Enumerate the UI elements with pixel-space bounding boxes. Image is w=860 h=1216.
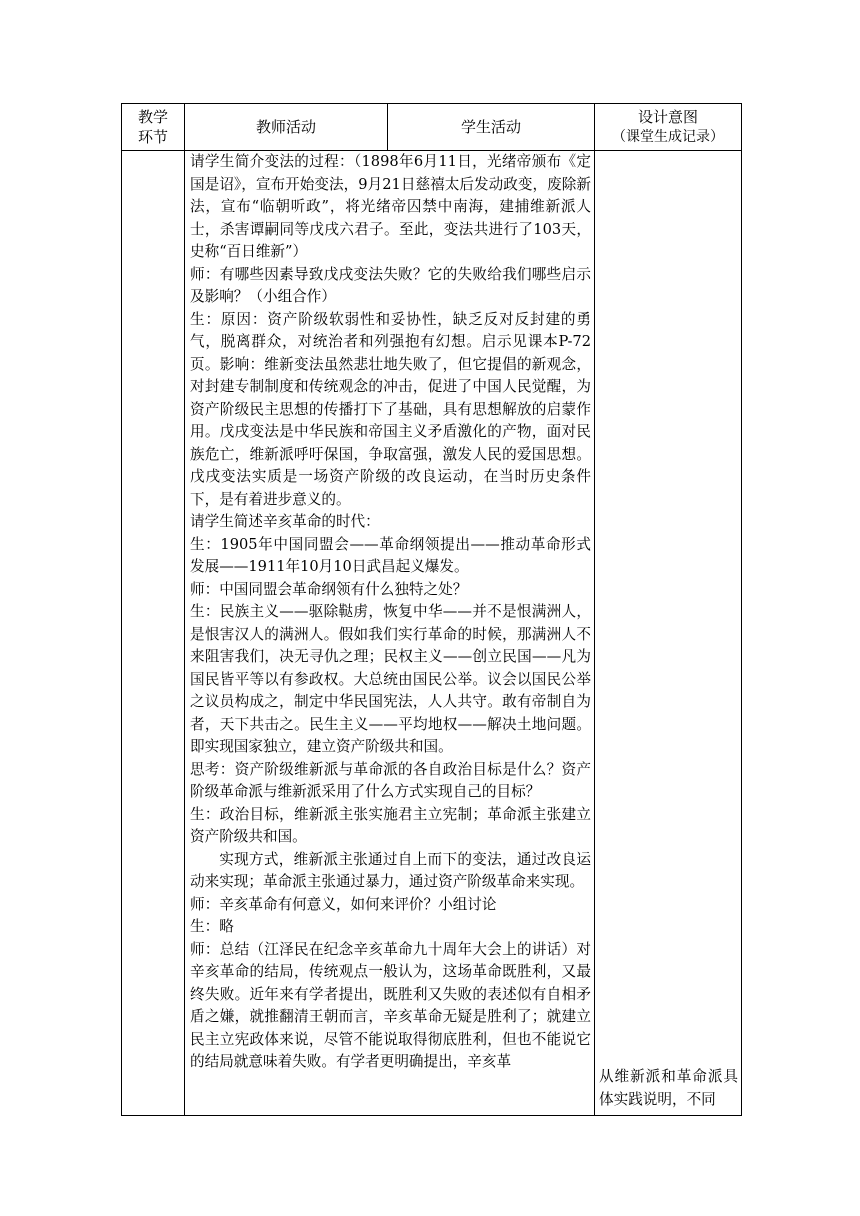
teacher-paragraph: 生：民族主义——驱除鞑虏，恢复中华——并不是恨满洲人，是恨害汉人的满洲人。假如我们实行革命的时候，那满洲人不来阻害我们，决无寻仇之理；民权主义——创立民国——凡为国民皆平等以有参政权。大总统由国民公举。议会以国民公举之议员构成之，制定中华民国宪法，人人共守。敢有帝制自为者，天下共击之。民生主义——平均地权——解决土地问题。即实现国家独立，建立资产阶级共和国。 (190, 603, 591, 755)
header-design-subtitle: （课堂生成记录） (612, 129, 724, 145)
stage-body-cell (122, 151, 185, 1116)
teacher-paragraph: 生：1905年中国同盟会——革命纲领提出——推动革命形式发展——1911年10月10日武昌起义爆发。 (190, 535, 591, 575)
header-design (595, 104, 742, 151)
header-stage-text: 教学环节 (137, 108, 168, 146)
teacher-paragraph: 师：总结（江泽民在纪念辛亥革命九十周年大会上的讲话）对辛亥革命的结局，传统观点一般认为，这场革命既胜利，又最终失败。近年来有学者提出，既胜利又失败的表述似有自相矛盾之嫌，就推翻清王朝而言，辛亥革命无疑是胜利了；就建立民主立宪政体来说，尽管不能说取得彻底胜利，但也不能说它的结局就意味着失败。有学者更明确提出，辛亥革 (190, 940, 591, 1070)
teacher-paragraph: 师：中国同盟会革命纲领有什么独特之处？ (190, 580, 468, 598)
teacher-paragraph: 生：政治目标，维新派主张实施君主立宪制；革命派主张建立资产阶级共和国。 (190, 805, 591, 845)
header-student: 学生活动 (388, 104, 595, 151)
teacher-paragraph: 生：略 (190, 918, 234, 935)
teacher-paragraph: 师：有哪些因素导致戊戌变法失败？它的失败给我们哪些启示及影响？（小组合作） (190, 265, 591, 305)
header-stage (122, 104, 185, 151)
design-intent-cell (595, 151, 742, 1116)
header-teacher: 教师活动 (185, 104, 388, 151)
content-row (122, 151, 742, 1116)
teacher-paragraph: 实现方式，维新派主张通过自上而下的变法，通过改良运动来实现；革命派主张通过暴力，通过资产阶级革命来实现。 (190, 850, 591, 890)
teacher-paragraph: 生：原因：资产阶级软弱性和妥协性，缺乏反对反封建的勇气，脱离群众，对统治者和列强抱有幻想。启示见课本P-72页。影响：维新变法虽然悲壮地失败了，但它提倡的新观念，对封建专制制度和传统观念的冲击，促进了中国人民觉醒，为资产阶级民主思想的传播打下了基础，具有思想解放的启蒙作用。戊戌变法是中华民族和帝国主义矛盾激化的产物，面对民族危亡，维新派呼吁保国，争取富强，激发人民的爱国思想。戊戌变法实质是一场资产阶级的改良运动，在当时历史条件下，是有着进步意义的。 (190, 310, 591, 508)
design-intent-text: 从维新派和革命派具体实践说明，不同 (599, 1068, 738, 1108)
header-design-title: 设计意图 (637, 108, 698, 126)
lesson-plan-table (121, 103, 742, 1116)
teacher-paragraph: 请学生简述辛亥革命的时代： (190, 513, 380, 530)
teacher-paragraph: 请学生简介变法的过程：（1898年6月11日，光绪帝颁布《定国是诏》，宣布开始变法，9月21日慈禧太后发动政变，废除新法，宣布“临朝听政”，将光绪帝囚禁中南海，建捕维新派人士，杀害谭嗣同等戊戌六君子。至此，变法共进行了103天，史称“百日维新”） (190, 153, 591, 260)
teacher-paragraph: 思考：资产阶级维新派与革命派的各自政治目标是什么？资产阶级革命派与维新派采用了什么方式实现自己的目标？ (190, 760, 591, 800)
teacher-paragraph: 师：辛亥革命有何意义，如何来评价？小组讨论 (190, 895, 497, 913)
header-row (122, 104, 742, 151)
teacher-activity-cell (185, 151, 595, 1116)
